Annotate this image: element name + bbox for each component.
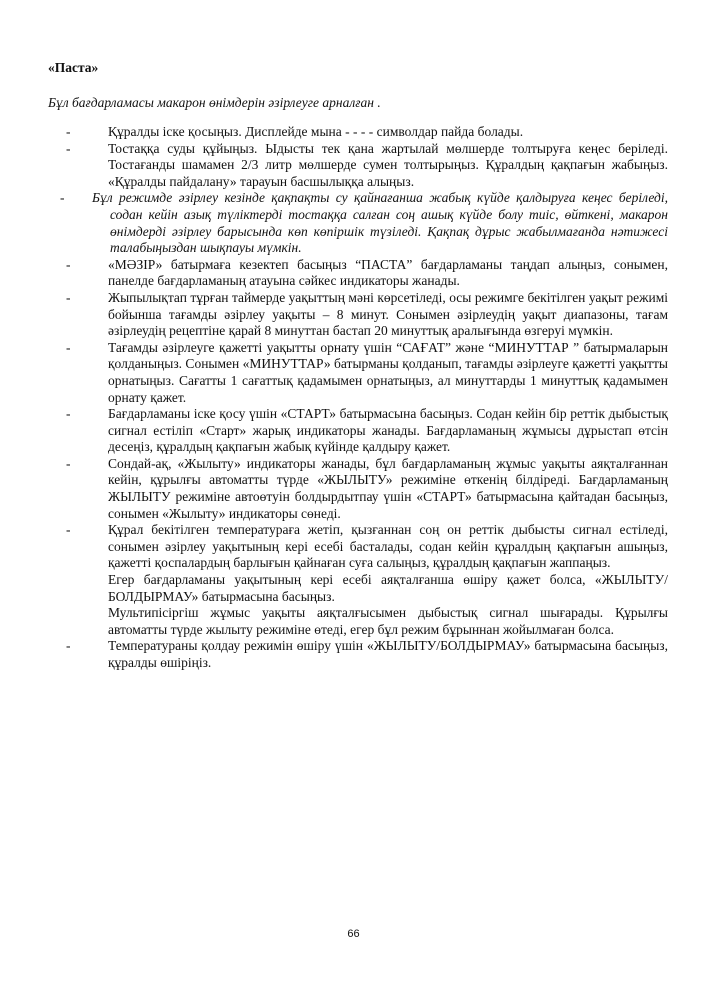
bullet-dash: - [66,455,71,471]
bullet-dash: - [66,339,71,355]
item-text [92,190,668,256]
list-item [48,290,668,340]
section-title: «Паста» [48,60,99,75]
list-item [48,340,668,406]
item-text: Температураны қолдау режимін өшіру үшін «ЖЫЛЫТУ/БОЛДЫРМАУ» батырмасына басыңыз, құралды өшіріңіз. [108,638,668,670]
bullet-dash: - [66,124,71,139]
item-text-continuation: Егер бағдарламаны уақытының кері есебі аяқталғанша өшіру қажет болса, «ЖЫЛЫТУ/БОЛДЫРМАУ» батырмасына басыңыз. [108,572,668,604]
item-text: Бағдарламаны іске қосу үшін «СТАРТ» батырмасына басыңыз. Содан кейін бір реттік дыбыстық сигнал естіліп «Старт» жарық индикаторы жанады. Бағдарламаның жұмысы дұрыстап өтсін десеңіз, құралдың қақпағын жабық күйінде қалдыру қажет. [108,406,668,455]
list-item [48,406,668,456]
item-text: Жыпылықтап тұрған таймерде уақыттың мәні көрсетіледі, осы режимге бекітілген уақыт режимі бойынша тағамды әзірлеу уақыты – 8 минут. Сонымен әзірлеудің уақыт диапазоны, тағам әзірлеудің рецептіне қарай 8 минуттан бастап 20 минуттық аралығында өзгеруі мүмкін. [108,289,668,339]
note-text: Бұл режимде әзірлеу кезінде қақпақты су қайнағанша жабық күйде қалдыруға кеңес беріледі, содан кейін азық түліктерді тостаққа салған соң ашық күйде болу тиіс, өйткені, макарон өнімдерді әзірлеу барысында көп көпіршік түзіледі. Қақпақ дұрыс жабылмағанда нәтижесі талабыңыздан шықпауы мүмкін. [92,190,668,256]
bullet-dash: - [66,140,71,156]
item-text: Құралды іске қосыңыз. Дисплейде мына - - - - символдар пайда болады. [108,124,524,139]
item-text: Тағамды әзірлеуге қажетті уақытты орнату үшін “САҒАТ” және “МИНУТТАР ” батырмаларын қолданыңыз. Сонымен «МИНУТТАР» батырманы қолданып, тағамды әзірлеуге қажетті уақытты орнатыңыз. Сағатты 1 сағаттық қадамымен орнатыңыз, ал минуттарды 1 минуттық қадамымен орнату қажет. [108,339,668,405]
item-text: «МӘЗІР» батырмаға кезектеп басыңыз “ПАСТА” бағдарламаны таңдап алыңыз, сонымен, панелде бағдарламаның атауына сәйкес индикаторы жанады. [108,256,668,289]
bullet-dash: - [66,522,71,538]
instruction-list [48,124,668,672]
bullet-dash: - [66,256,71,272]
item-text: Тостаққа суды құйыңыз. Ыдысты тек қана жартылай мөлшерде толтыруға кеңес беріледі. Тостағанды шамамен 2/3 литр мөлшерде сумен толтырыңыз. Құралдың қақпағын жабыңыз. «Құралды пайдалану» тарауын басшылыққа алыңыз. [108,140,668,189]
item-text: Құрал бекітілген температураға жетіп, қызғаннан соң он реттік дыбысты сигнал естіледі, сонымен әзірлеу уақытының кері есебі басталады, содан кейін құралдың қақпағын ашыңыз, қажетті қоспалардың барлығын қайнаған суға салыңыз, құралдың қақпағын жаппаңыз. [108,522,668,571]
item-text: Сондай-ақ, «Жылыту» индикаторы жанады, бұл бағдарламаның жұмыс уақыты аяқталғаннан кейін, құрылғы автоматты түрде «ЖЫЛЫТУ» режиміне өткенің білдіреді. Бағдарламаның ЖЫЛЫТУ режиміне автоөтуін болдырдытпау үшін «СТАРТ» батырмасына қайтадан басыңыз, сонымен «Жылыту» индикаторы сөнеді. [108,455,668,521]
list-item [48,124,668,141]
bullet-dash: - [60,190,65,206]
list-item [48,141,668,191]
list-item [48,257,668,290]
section-subtitle: Бұл бағдарламасы макарон өнімдерін әзірлеуге арналған . [48,95,381,110]
bullet-dash: - [66,638,71,654]
list-item [48,522,668,638]
item-text-continuation: Мультипісіргіш жұмыс уақыты аяқталғысымен дыбыстық сигнал шығарады. Құрылғы автоматты түрде жылыту режиміне өтеді, егер бұл режим бұрыннан жойылмаған болса. [108,605,668,637]
page-number: 66 [347,928,360,940]
bullet-dash: - [66,406,71,422]
list-item [48,456,668,522]
list-item-note [48,190,668,256]
bullet-dash: - [66,289,71,305]
list-item [48,638,668,671]
